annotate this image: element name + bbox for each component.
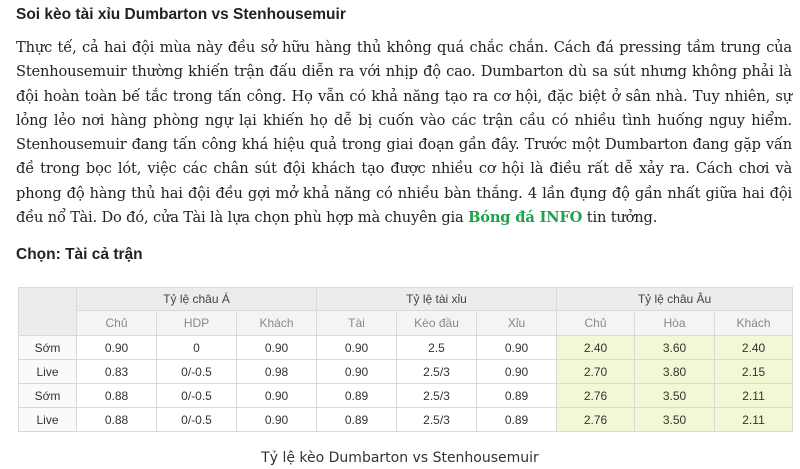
table-cell: 2.76: [557, 408, 635, 432]
table-row: [19, 360, 793, 384]
table-cell: 2.5/3: [397, 360, 477, 384]
table-cell: 0.89: [477, 384, 557, 408]
row-label: Live: [19, 408, 77, 432]
table-row: [19, 384, 793, 408]
table-cell: 2.5: [397, 336, 477, 360]
subheader-home: Chủ: [77, 311, 157, 336]
subheader-line: Kèo đầu: [397, 311, 477, 336]
table-cell: 0.90: [237, 336, 317, 360]
table-cell: 0.90: [477, 360, 557, 384]
table-cell: 2.5/3: [397, 408, 477, 432]
table-cell: 0/-0.5: [157, 408, 237, 432]
table-cell: 2.40: [557, 336, 635, 360]
table-cell: 2.76: [557, 384, 635, 408]
table-cell: 3.60: [635, 336, 715, 360]
row-label: Sớm: [19, 384, 77, 408]
table-cell: 0.88: [77, 384, 157, 408]
paragraph-text-end: tin tưởng.: [582, 209, 658, 227]
table-cell: 0.90: [237, 408, 317, 432]
table-cell: 2.11: [715, 408, 793, 432]
table-cell: 0.83: [77, 360, 157, 384]
table-cell: 2.11: [715, 384, 793, 408]
table-cell: 0.88: [77, 408, 157, 432]
group-european-odds: Tỷ lệ châu Âu: [557, 288, 793, 311]
table-cell: 0.89: [317, 384, 397, 408]
section-heading: Soi kèo tài xỉu Dumbarton vs Stenhousemuir: [16, 6, 346, 23]
odds-group-header-row: [19, 288, 793, 311]
table-row: [19, 408, 793, 432]
analysis-paragraph: [16, 36, 792, 230]
table-cell: 0: [157, 336, 237, 360]
table-cell: 2.15: [715, 360, 793, 384]
group-over-under-odds: Tỷ lệ tài xỉu: [317, 288, 557, 311]
row-label: Live: [19, 360, 77, 384]
paragraph-text: Thực tế, cả hai đội mùa này đều sở hữu hàng thủ không quá chắc chắn. Cách đá pressing tầm trung của Stenhousemuir thường khiến trận đấu diễn ra với nhịp độ cao. Dumbarton dù sa sút nhưng không phải là đội hoàn toàn bế tắc trong tấn công. Họ vẫn có khả năng tạo ra cơ hội, đặc biệt ở sân nhà. Tuy nhiên, sự lỏng lẻo nơi hàng phòng ngự lại khiến họ dễ bị cuốn vào các trận cầu có nhiều tình huống nguy hiểm. Stenhousemuir đang tấn công khá hiệu quả trong giai đoạn gần đây. Trước một Dumbarton đang gặp vấn đề trong bọc lót, việc các chân sút đội khách tạo được nhiều cơ hội là điều rất dễ xảy ra. Cách chơi và phong độ hàng thủ hai đội đều gợi mở khả năng có nhiều bàn thắng. 4 lần đụng độ gần nhất giữa hai đội đều nổ Tài. Do đó, cửa Tài là lựa chọn phù hợp mà chuyên gia: [16, 39, 792, 227]
table-row: [19, 336, 793, 360]
table-cell: 0.89: [317, 408, 397, 432]
table-cell: 0.89: [477, 408, 557, 432]
odds-corner-cell: [19, 288, 77, 336]
table-cell: 0.90: [77, 336, 157, 360]
table-cell: 2.70: [557, 360, 635, 384]
subheader-under: Xỉu: [477, 311, 557, 336]
table-cell: 0.90: [237, 384, 317, 408]
table-cell: 0.98: [237, 360, 317, 384]
table-cell: 0.90: [477, 336, 557, 360]
odds-table: [18, 287, 793, 432]
table-cell: 0.90: [317, 360, 397, 384]
table-cell: 3.50: [635, 408, 715, 432]
table-cell: 2.40: [715, 336, 793, 360]
subheader-handicap: HDP: [157, 311, 237, 336]
bongda-info-link[interactable]: Bóng đá INFO: [468, 209, 583, 227]
table-cell: 0/-0.5: [157, 384, 237, 408]
subheader-away-eu: Khách: [715, 311, 793, 336]
table-cell: 2.5/3: [397, 384, 477, 408]
group-asian-odds: Tỷ lệ châu Á: [77, 288, 317, 311]
table-cell: 0.90: [317, 336, 397, 360]
table-cell: 3.80: [635, 360, 715, 384]
subheader-away: Khách: [237, 311, 317, 336]
table-caption: Tỷ lệ kèo Dumbarton vs Stenhousemuir: [261, 450, 539, 466]
subheader-home-eu: Chủ: [557, 311, 635, 336]
odds-subheader-row: [19, 311, 793, 336]
subheader-draw: Hòa: [635, 311, 715, 336]
row-label: Sớm: [19, 336, 77, 360]
table-cell: 0/-0.5: [157, 360, 237, 384]
table-cell: 3.50: [635, 384, 715, 408]
prediction-choice: Chọn: Tài cả trận: [16, 246, 143, 263]
subheader-over: Tài: [317, 311, 397, 336]
